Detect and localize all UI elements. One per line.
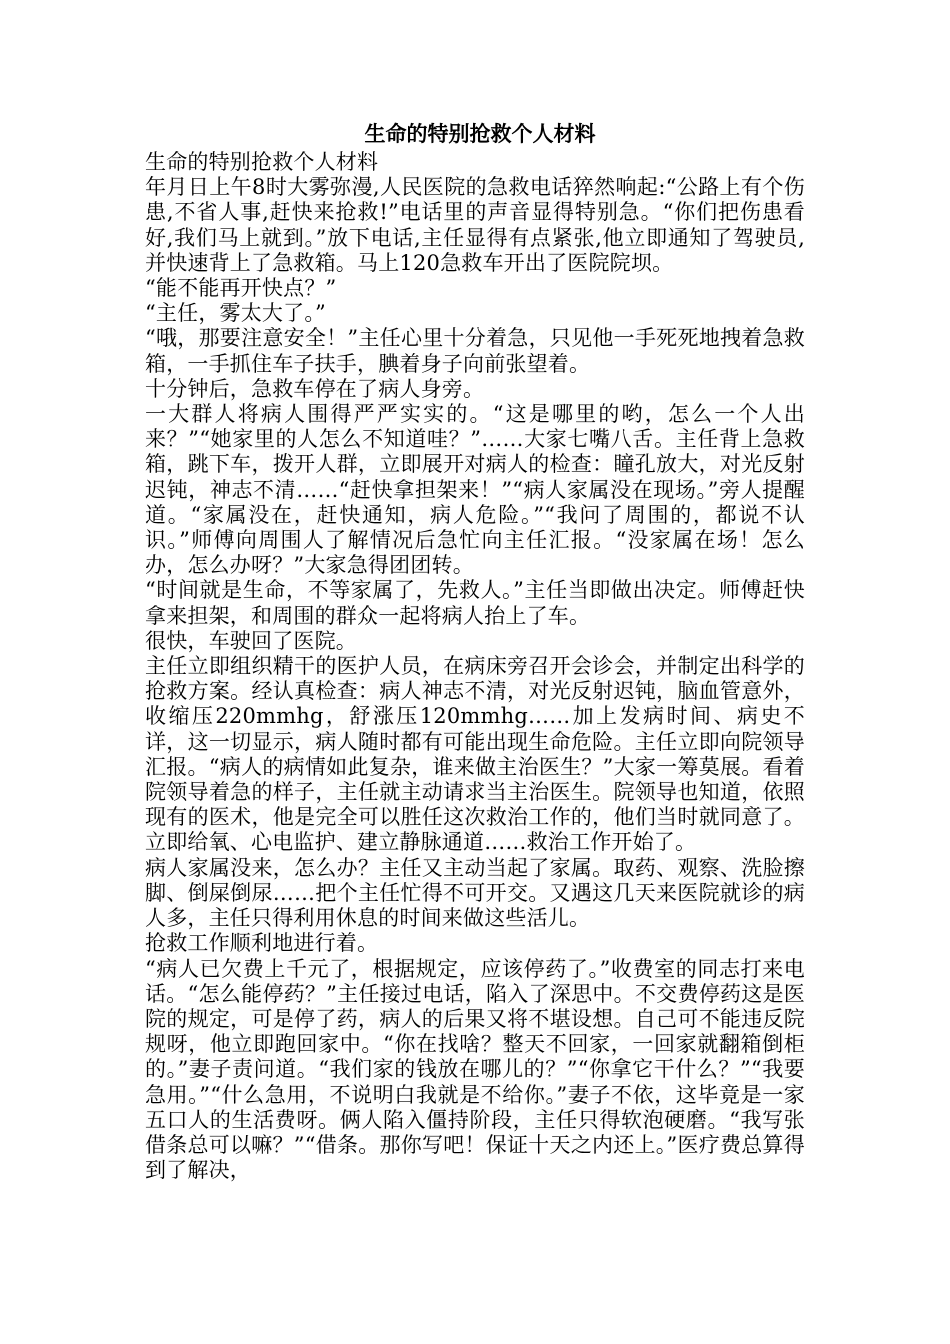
paragraph-emergency-call: 年月日上午8时大雾弥漫,人民医院的急救电话猝然响起:“公路上有个伤患,不省人事,赶快来抢救!”电话里的声音显得特别急。“你们把伤患看好,我们马上就到。”放下电话,主任显得有点紧张,他立即通知了驾驶员,并快速背上了急救箱。马上120急救车开出了医院院坝。: [145, 175, 805, 275]
paragraph-progress: 抢救工作顺利地进行着。: [145, 931, 379, 956]
document-title: 生命的特别抢救个人材料: [364, 121, 596, 146]
paragraph-safety: “哦，那要注意安全！”主任心里十分着急，只见他一手死死地拽着急救箱，一手抓住车子扶手，腆着身子向前张望着。: [145, 326, 805, 376]
paragraph-family-role: 病人家属没来，怎么办？主任又主动当起了家属。取药、观察、洗脸擦脚、倒屎倒尿……把个主任忙得不可开交。又遇这几天来医院就诊的病人多，主任只得利用休息的时间来做这些活儿。: [145, 855, 805, 931]
document-body: [145, 150, 805, 1183]
paragraph-return: 很快，车驶回了医院。: [145, 628, 357, 653]
paragraph-fog: “主任，雾太大了。”: [145, 301, 326, 326]
paragraph-arrival: 十分钟后，急救车停在了病人身旁。: [145, 376, 485, 401]
paragraph-decision: “时间就是生命，不等家属了，先救人。”主任当即做出决定。师傅赶快拿来担架，和周围的群众一起将病人抬上了车。: [145, 578, 805, 628]
paragraph-crowd: 一大群人将病人围得严严实实的。“这是哪里的哟，怎么一个人出来？”“她家里的人怎么不知道哇？”……大家七嘴八舌。主任背上急救箱，跳下车，拨开人群，立即展开对病人的检查：瞳孔放大，对光反射迟钝，神志不清……“赶快拿担架来！”“病人家属没在现场。”旁人提醒道。“家属没在，赶快通知，病人危险。”“我问了周围的，都说不认识。”师傅向周围人了解情况后急忙向主任汇报。“没家属在场！怎么办，怎么办呀？”大家急得团团转。: [145, 402, 805, 578]
paragraph-consultation: 主任立即组织精干的医护人员，在病床旁召开会诊会，并制定出科学的抢救方案。经认真检查：病人神志不清，对光反射迟钝，脑血管意外，收缩压220mmhg，舒涨压120mmhg……加上发病时间、病史不详，这一切显示，病人随时都有可能出现生命危险。主任立即向院领导汇报。“病人的病情如此复杂，谁来做主治医生？”大家一筹莫展。看着院领导着急的样子，主任就主动请求当主治医生。院领导也知道，依照现有的医术，他是完全可以胜任这次救治工作的，他们当时就同意了。立即给氧、心电监护、建立静脉通道……救治工作开始了。: [145, 654, 805, 855]
paragraph-fees: “病人已欠费上千元了，根据规定，应该停药了。”收费室的同志打来电话。“怎么能停药？”主任接过电话，陷入了深思中。不交费停药这是医院的规定，可是停了药，病人的后果又将不堪设想。自己可不能违反院规呀，他立即跑回家中。“你在找啥？整天不回家，一回家就翻箱倒柜的。”妻子责问道。“我们家的钱放在哪儿的？”“你拿它干什么？”“我要急用。”“什么急用，不说明白我就是不给你。”妻子不依，这毕竟是一家五口人的生活费呀。俩人陷入僵持阶段，主任只得软泡硬磨。“我写张借条总可以嘛？”“借条。那你写吧！保证十天之内还上。”医疗费总算得到了解决，: [145, 956, 805, 1183]
document-page: [145, 118, 805, 1183]
paragraph-faster: “能不能再开快点？”: [145, 276, 337, 301]
paragraph-subtitle: 生命的特别抢救个人材料: [145, 150, 379, 174]
